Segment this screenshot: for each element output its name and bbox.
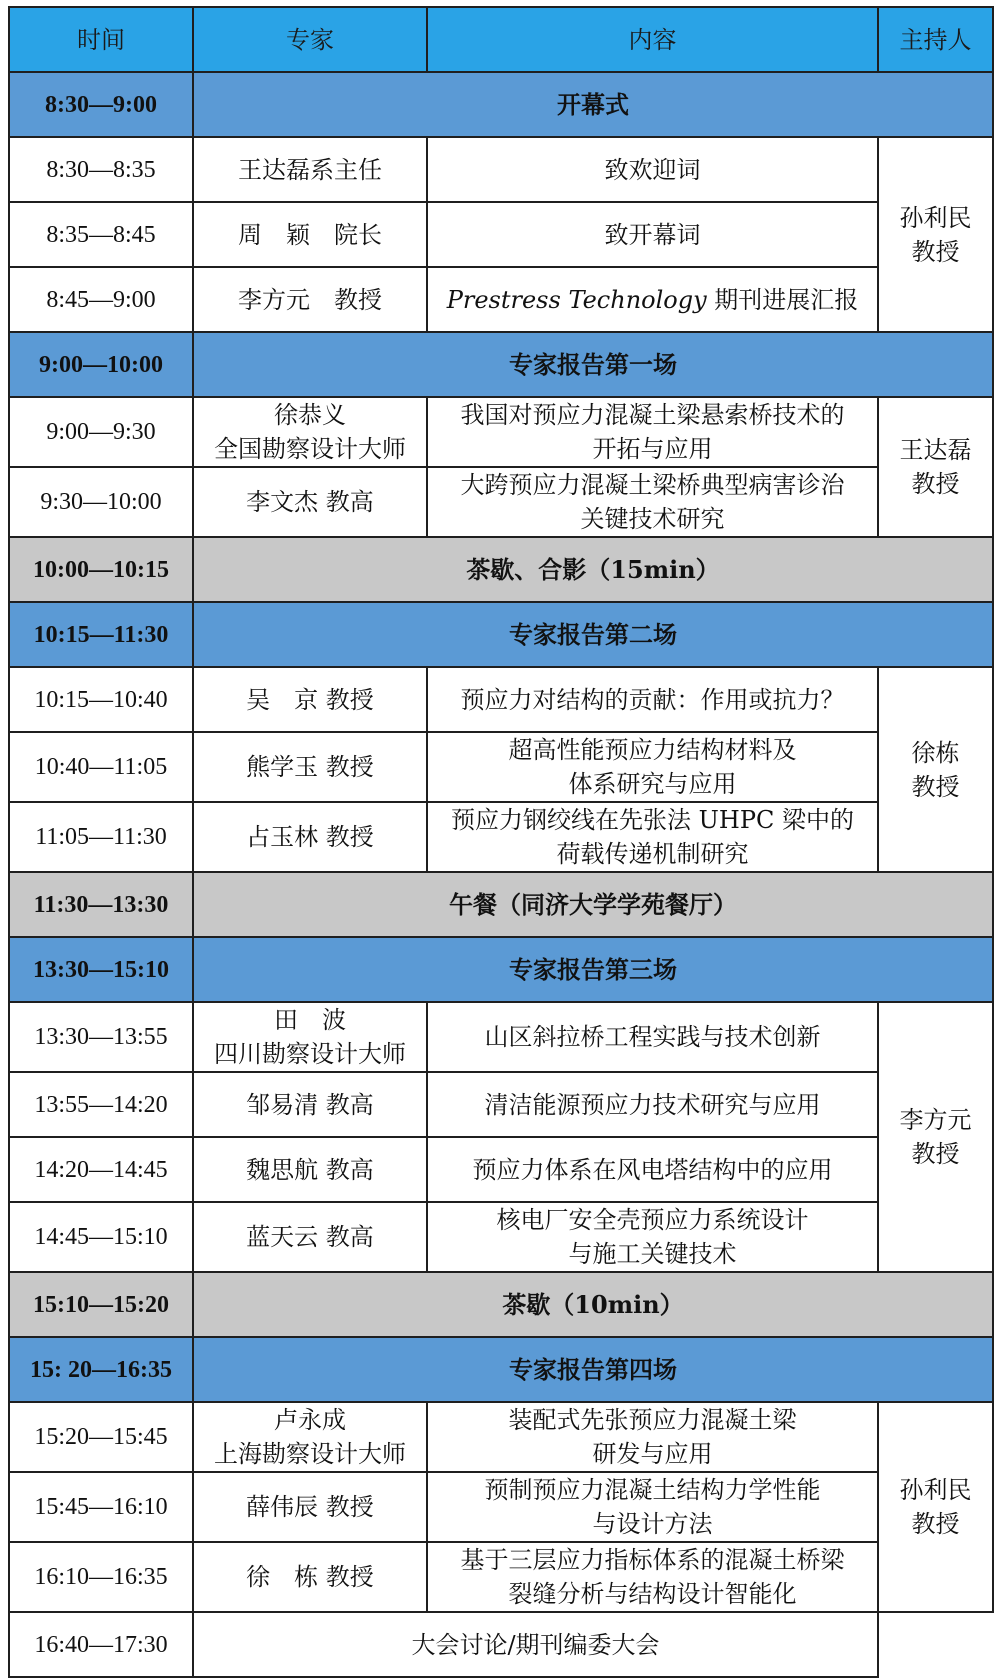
content-line: 荷载传递机制研究: [556, 840, 749, 868]
table-row: [9, 1542, 993, 1612]
expert-name: 田 波: [274, 1006, 346, 1034]
content-line: 关键技术研究: [580, 505, 725, 533]
row-content: 预应力体系在风电塔结构中的应用: [427, 1137, 878, 1202]
row-content: [427, 732, 878, 802]
row-time: 16:10—16:35: [9, 1542, 193, 1612]
row-time: 14:45—15:10: [9, 1202, 193, 1272]
row-expert: 魏思航 教高: [193, 1137, 427, 1202]
content-line: 裂缝分析与结构设计智能化: [508, 1580, 797, 1608]
header-expert: 专家: [193, 7, 427, 72]
row-time: 16:40—17:30: [9, 1612, 193, 1677]
section-row-session-2: [9, 602, 993, 667]
row-content: [427, 802, 878, 872]
table-row: [9, 1202, 993, 1272]
row-time: 10:40—11:05: [9, 732, 193, 802]
table-header-row: [9, 7, 993, 72]
content-line: 基于三层应力指标体系的混凝土桥梁: [460, 1546, 845, 1574]
row-content: [427, 1202, 878, 1272]
row-expert: 蓝天云 教高: [193, 1202, 427, 1272]
section-title: 专家报告第二场: [193, 602, 993, 667]
break-title: 茶歇、合影（15min）: [193, 537, 993, 602]
break-time: 11:30—13:30: [9, 872, 193, 937]
section-row-session-4: [9, 1337, 993, 1402]
row-content: 致开幕词: [427, 202, 878, 267]
table-row: [9, 137, 993, 202]
content-line: 研发与应用: [592, 1440, 713, 1468]
row-time: 8:45—9:00: [9, 267, 193, 332]
content-line: 装配式先张预应力混凝土梁: [508, 1406, 797, 1434]
content-line: 我国对预应力混凝土梁悬索桥技术的: [460, 401, 845, 429]
content-line: 核电厂安全壳预应力系统设计: [496, 1206, 809, 1234]
row-expert: 占玉林 教授: [193, 802, 427, 872]
row-expert: 熊学玉 教授: [193, 732, 427, 802]
host-title: 教授: [911, 772, 960, 801]
header-host: 主持人: [878, 7, 993, 72]
row-expert: [193, 1002, 427, 1072]
row-expert: 李文杰 教高: [193, 467, 427, 537]
row-content: [427, 1472, 878, 1542]
table-row: [9, 1002, 993, 1072]
row-content: [427, 267, 878, 332]
section-title: 专家报告第一场: [193, 332, 993, 397]
break-title: 茶歇（10min）: [193, 1272, 993, 1337]
row-host: [878, 1402, 993, 1612]
break-row: [9, 537, 993, 602]
row-host: [878, 137, 993, 332]
row-expert: 李方元 教授: [193, 267, 427, 332]
row-expert: 王达磊系主任: [193, 137, 427, 202]
host-name: 李方元: [899, 1106, 972, 1134]
content-line: 预制预应力混凝土结构力学性能: [484, 1476, 821, 1504]
expert-title: 全国勘察设计大师: [214, 435, 406, 463]
conference-schedule-table: [8, 6, 994, 1678]
host-title: 教授: [911, 1140, 960, 1168]
break-title: 午餐（同济大学学苑餐厅）: [193, 872, 993, 937]
break-row: [9, 1272, 993, 1337]
table-row: [9, 732, 993, 802]
host-title: 教授: [911, 470, 960, 498]
content-line: 超高性能预应力结构材料及: [508, 736, 797, 764]
section-time: 10:15—11:30: [9, 602, 193, 667]
content-text: 期刊进展汇报: [706, 285, 859, 314]
host-name: 孙利民: [899, 1476, 972, 1504]
row-content: [427, 1542, 878, 1612]
section-time: 13:30—15:10: [9, 937, 193, 1002]
closing-title: 大会讨论/期刊编委大会: [193, 1612, 878, 1677]
row-host: [878, 397, 993, 537]
row-time: 13:30—13:55: [9, 1002, 193, 1072]
content-line: 开拓与应用: [592, 435, 713, 463]
row-expert: 邹易清 教高: [193, 1072, 427, 1137]
lunch-row: [9, 872, 993, 937]
row-host: [878, 1002, 993, 1272]
row-time: 14:20—14:45: [9, 1137, 193, 1202]
section-row-session-3: [9, 937, 993, 1002]
expert-name: 徐恭义: [274, 401, 346, 429]
row-time: 8:30—8:35: [9, 137, 193, 202]
section-title: 开幕式: [193, 72, 993, 137]
table-row: [9, 1072, 993, 1137]
expert-title: 四川勘察设计大师: [214, 1040, 406, 1068]
empty-cell: [878, 1612, 993, 1677]
row-time: 9:00—9:30: [9, 397, 193, 467]
table-row: [9, 1137, 993, 1202]
row-expert: [193, 397, 427, 467]
expert-title: 上海勘察设计大师: [214, 1440, 406, 1468]
section-row-session-1: [9, 332, 993, 397]
section-time: 9:00—10:00: [9, 332, 193, 397]
row-expert: 薛伟辰 教授: [193, 1472, 427, 1542]
table-row: [9, 802, 993, 872]
section-title: 专家报告第三场: [193, 937, 993, 1002]
closing-row: [9, 1612, 993, 1677]
table-row: [9, 667, 993, 732]
row-content: 山区斜拉桥工程实践与技术创新: [427, 1002, 878, 1072]
row-expert: 徐 栋 教授: [193, 1542, 427, 1612]
row-expert: 吴 京 教授: [193, 667, 427, 732]
journal-title: Prestress Technology: [446, 285, 707, 314]
table-row: [9, 397, 993, 467]
section-time: 15: 20—16:35: [9, 1337, 193, 1402]
section-row-opening: [9, 72, 993, 137]
expert-name: 卢永成: [274, 1406, 346, 1434]
section-time: 8:30—9:00: [9, 72, 193, 137]
host-title: 教授: [911, 237, 960, 266]
table-row: [9, 1472, 993, 1542]
row-content: 清洁能源预应力技术研究与应用: [427, 1072, 878, 1137]
row-content: [427, 1402, 878, 1472]
table-row: [9, 267, 993, 332]
header-content: 内容: [427, 7, 878, 72]
row-time: 15:45—16:10: [9, 1472, 193, 1542]
break-time: 10:00—10:15: [9, 537, 193, 602]
row-content: 致欢迎词: [427, 137, 878, 202]
row-expert: 周 颖 院长: [193, 202, 427, 267]
table-row: [9, 467, 993, 537]
host-name: 孙利民: [899, 203, 972, 232]
host-title: 教授: [911, 1510, 960, 1538]
row-content: [427, 397, 878, 467]
host-name: 王达磊: [899, 436, 972, 464]
content-line: 与施工关键技术: [568, 1240, 737, 1268]
content-line: 体系研究与应用: [568, 770, 737, 798]
table-row: [9, 202, 993, 267]
row-time: 9:30—10:00: [9, 467, 193, 537]
break-time: 15:10—15:20: [9, 1272, 193, 1337]
row-time: 13:55—14:20: [9, 1072, 193, 1137]
row-expert: [193, 1402, 427, 1472]
content-line: 预应力钢绞线在先张法 UHPC 梁中的: [451, 806, 854, 834]
row-host: [878, 667, 993, 872]
host-name: 徐栋: [911, 738, 960, 767]
header-time: 时间: [9, 7, 193, 72]
content-line: 与设计方法: [592, 1510, 713, 1538]
row-time: 15:20—15:45: [9, 1402, 193, 1472]
row-content: [427, 467, 878, 537]
row-time: 8:35—8:45: [9, 202, 193, 267]
row-content: 预应力对结构的贡献：作用或抗力？: [427, 667, 878, 732]
table-row: [9, 1402, 993, 1472]
section-title: 专家报告第四场: [193, 1337, 993, 1402]
row-time: 10:15—10:40: [9, 667, 193, 732]
content-line: 大跨预应力混凝土梁桥典型病害诊治: [460, 471, 845, 499]
row-time: 11:05—11:30: [9, 802, 193, 872]
